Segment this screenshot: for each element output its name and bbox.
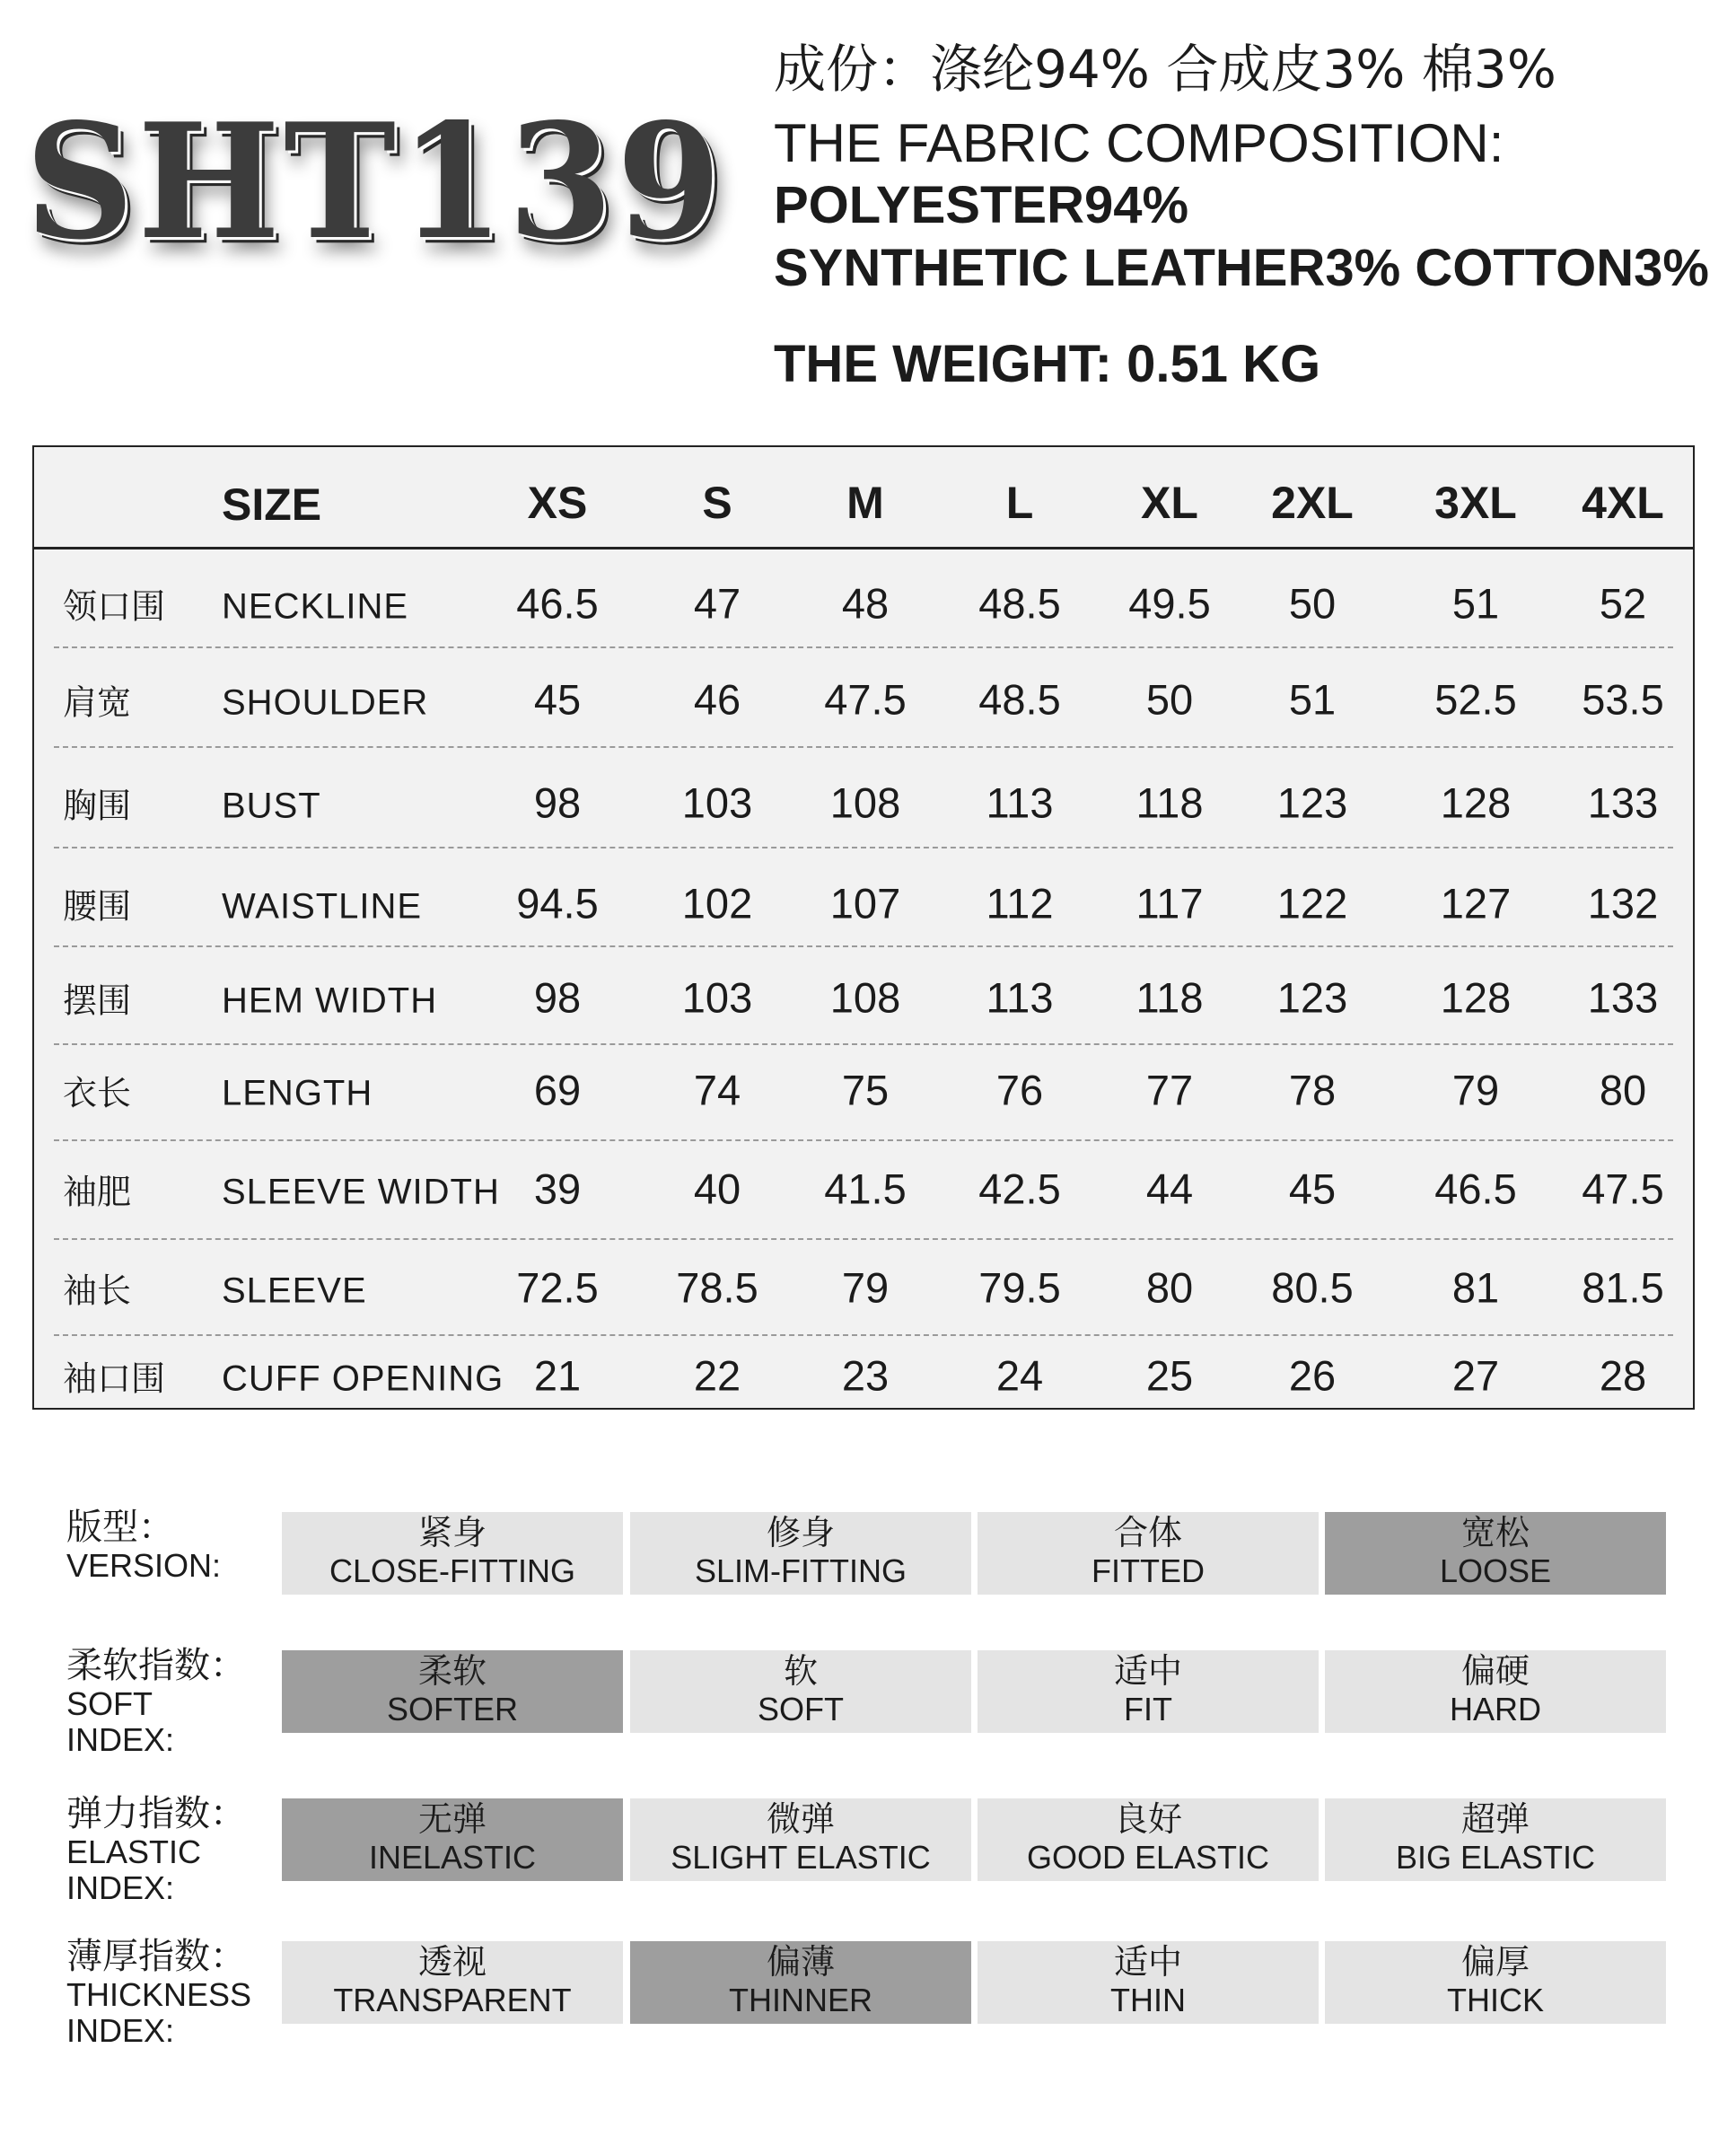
version-option-slim-fitting xyxy=(630,1512,971,1595)
table-cell: 103 xyxy=(681,778,753,827)
product-code-logo: SHT139 xyxy=(25,88,725,275)
table-cell: 81.5 xyxy=(1582,1263,1664,1312)
table-cell: 133 xyxy=(1587,973,1659,1022)
thickness-option-transparent xyxy=(282,1941,623,2024)
table-cell: 51 xyxy=(1451,579,1500,628)
table-cell: 40 xyxy=(693,1165,741,1213)
option-label-en: FITTED xyxy=(1092,1552,1205,1589)
option-label-en: SLIGHT ELASTIC xyxy=(671,1839,931,1876)
row-label-en: SLEEVE xyxy=(222,1270,367,1311)
row-divider xyxy=(54,847,1673,848)
table-cell: 108 xyxy=(829,778,901,827)
version-option-loose xyxy=(1325,1512,1666,1595)
composition-heading: THE FABRIC COMPOSITION: xyxy=(774,113,1504,173)
table-cell: 98 xyxy=(533,973,582,1022)
index-label-en: ELASTIC xyxy=(66,1833,202,1870)
option-label-en: BIG ELASTIC xyxy=(1395,1839,1596,1876)
row-divider xyxy=(54,1334,1673,1336)
option-label-en: THICK xyxy=(1447,1982,1544,2018)
soft-index-label xyxy=(66,1645,246,1758)
index-label-cn: 版型： xyxy=(66,1507,174,1548)
size-header-l: L xyxy=(1005,478,1034,528)
option-label-en: GOOD ELASTIC xyxy=(1026,1839,1270,1876)
elastic-option-good-elastic xyxy=(978,1798,1319,1881)
row-divider xyxy=(54,1043,1673,1045)
option-label-cn: 适中 xyxy=(1113,1942,1182,1982)
option-label-en: THIN xyxy=(1110,1982,1186,2018)
table-cell: 117 xyxy=(1135,879,1204,927)
size-header-2xl: 2XL xyxy=(1271,478,1354,528)
size-column-label: SIZE xyxy=(222,479,322,530)
option-label-cn: 柔软 xyxy=(417,1651,487,1691)
elastic-index-label xyxy=(66,1793,246,1906)
table-cell: 27 xyxy=(1451,1351,1500,1400)
version-option-fitted xyxy=(978,1512,1319,1595)
table-cell: 48 xyxy=(841,579,890,628)
table-cell: 128 xyxy=(1440,778,1512,827)
table-cell: 98 xyxy=(533,778,582,827)
size-header-xs: XS xyxy=(527,478,588,528)
table-cell: 108 xyxy=(829,973,901,1022)
size-header-m: M xyxy=(846,478,884,528)
table-cell: 123 xyxy=(1276,778,1348,827)
soft-option-soft xyxy=(630,1650,971,1733)
option-label-cn: 偏硬 xyxy=(1460,1651,1530,1691)
table-cell: 80 xyxy=(1145,1263,1194,1312)
table-cell: 103 xyxy=(681,973,753,1022)
row-label-en: SLEEVE WIDTH xyxy=(222,1172,500,1212)
option-label-cn: 微弹 xyxy=(766,1799,835,1839)
row-divider xyxy=(54,1238,1673,1240)
row-divider xyxy=(54,746,1673,748)
row-label-en: NECKLINE xyxy=(222,586,409,627)
table-cell: 118 xyxy=(1135,778,1204,827)
row-label-cn: 袖长 xyxy=(63,1270,132,1311)
option-label-en: FIT xyxy=(1124,1691,1172,1727)
thickness-option-thin xyxy=(978,1941,1319,2024)
table-cell: 94.5 xyxy=(516,879,599,927)
table-cell: 25 xyxy=(1145,1351,1194,1400)
table-cell: 81 xyxy=(1451,1263,1500,1312)
table-cell: 48.5 xyxy=(978,675,1061,724)
row-divider xyxy=(54,646,1673,648)
table-cell: 50 xyxy=(1145,675,1194,724)
table-cell: 28 xyxy=(1599,1351,1647,1400)
elastic-option-slight-elastic xyxy=(630,1798,971,1881)
table-cell: 79 xyxy=(1451,1066,1500,1114)
row-label-cn: 摆围 xyxy=(63,980,132,1021)
option-label-cn: 合体 xyxy=(1113,1513,1182,1552)
option-label-cn: 软 xyxy=(783,1651,818,1691)
option-label-cn: 良好 xyxy=(1113,1799,1182,1839)
table-cell: 77 xyxy=(1145,1066,1194,1114)
composition-line-1: POLYESTER94% xyxy=(774,176,1189,234)
table-cell: 78 xyxy=(1288,1066,1337,1114)
index-label-en: SOFT xyxy=(66,1685,153,1722)
index-label-en: THICKNESS xyxy=(66,1976,252,2013)
row-label-en: BUST xyxy=(222,786,321,826)
elastic-option-big-elastic xyxy=(1325,1798,1666,1881)
table-cell: 52 xyxy=(1599,579,1647,628)
size-chart-table xyxy=(32,445,1695,1410)
index-label-en-2: INDEX: xyxy=(66,1721,175,1758)
option-label-cn: 紧身 xyxy=(417,1513,487,1552)
table-cell: 24 xyxy=(995,1351,1044,1400)
row-divider xyxy=(54,945,1673,947)
table-cell: 46.5 xyxy=(1434,1165,1517,1213)
row-label-en: HEM WIDTH xyxy=(222,980,438,1021)
index-label-en-2: INDEX: xyxy=(66,2012,175,2049)
table-cell: 69 xyxy=(533,1066,582,1114)
table-cell: 49.5 xyxy=(1128,579,1211,628)
version-index-label xyxy=(66,1507,221,1584)
row-label-en: SHOULDER xyxy=(222,682,429,723)
table-cell: 75 xyxy=(841,1066,890,1114)
table-cell: 113 xyxy=(986,973,1054,1022)
option-label-en: SOFTER xyxy=(386,1691,518,1727)
option-label-cn: 偏厚 xyxy=(1460,1942,1530,1982)
row-label-cn: 腰围 xyxy=(63,886,132,927)
table-cell: 118 xyxy=(1135,973,1204,1022)
table-cell: 122 xyxy=(1276,879,1348,927)
table-cell: 52.5 xyxy=(1434,675,1517,724)
table-cell: 79.5 xyxy=(978,1263,1061,1312)
option-label-cn: 透视 xyxy=(417,1942,487,1982)
row-label-cn: 袖肥 xyxy=(63,1172,132,1212)
option-label-en: SOFT xyxy=(758,1691,844,1727)
option-label-en: HARD xyxy=(1449,1691,1541,1727)
soft-option-hard xyxy=(1325,1650,1666,1733)
size-header-xl: XL xyxy=(1141,478,1198,528)
table-cell: 112 xyxy=(986,879,1054,927)
option-label-cn: 修身 xyxy=(766,1513,835,1552)
index-label-en-2: INDEX: xyxy=(66,1869,175,1906)
size-header-3xl: 3XL xyxy=(1434,478,1517,528)
table-row-cuff-opening xyxy=(34,447,1693,1408)
composition-line-2: SYNTHETIC LEATHER3% COTTON3% xyxy=(774,239,1709,297)
weight-label: THE WEIGHT: 0.51 KG xyxy=(774,335,1321,393)
table-cell: 123 xyxy=(1276,973,1348,1022)
table-cell: 48.5 xyxy=(978,579,1061,628)
option-label-cn: 偏薄 xyxy=(766,1942,835,1982)
option-label-en: SLIM-FITTING xyxy=(695,1552,907,1589)
option-label-en: CLOSE-FITTING xyxy=(329,1552,575,1589)
option-label-cn: 无弹 xyxy=(417,1799,487,1839)
elastic-option-inelastic xyxy=(282,1798,623,1881)
option-label-cn: 宽松 xyxy=(1460,1513,1530,1552)
composition-cn: 成份：涤纶94% 合成皮3% 棉3% xyxy=(774,39,1556,100)
index-label-cn: 弹力指数： xyxy=(66,1793,246,1834)
index-label-en: VERSION: xyxy=(66,1547,222,1584)
table-cell: 76 xyxy=(995,1066,1044,1114)
table-cell: 53.5 xyxy=(1582,675,1664,724)
row-label-en: CUFF OPENING xyxy=(222,1358,504,1399)
table-cell: 46 xyxy=(693,675,741,724)
table-cell: 47 xyxy=(693,579,741,628)
table-cell: 74 xyxy=(693,1066,741,1114)
table-cell: 47.5 xyxy=(1582,1165,1664,1213)
table-cell: 23 xyxy=(841,1351,890,1400)
table-cell: 41.5 xyxy=(824,1165,907,1213)
table-cell: 26 xyxy=(1288,1351,1337,1400)
table-cell: 72.5 xyxy=(516,1263,599,1312)
index-label-cn: 薄厚指数： xyxy=(66,1936,246,1977)
table-cell: 45 xyxy=(533,675,582,724)
table-cell: 46.5 xyxy=(516,579,599,628)
table-cell: 127 xyxy=(1440,879,1512,927)
table-cell: 107 xyxy=(829,879,901,927)
table-cell: 128 xyxy=(1440,973,1512,1022)
table-cell: 80.5 xyxy=(1271,1263,1354,1312)
table-cell: 51 xyxy=(1288,675,1337,724)
soft-option-fit xyxy=(978,1650,1319,1733)
option-label-cn: 适中 xyxy=(1113,1651,1182,1691)
soft-option-softer xyxy=(282,1650,623,1733)
table-cell: 78.5 xyxy=(676,1263,758,1312)
table-cell: 21 xyxy=(533,1351,582,1400)
row-label-en: LENGTH xyxy=(222,1073,373,1113)
thickness-option-thinner xyxy=(630,1941,971,2024)
size-header-4xl: 4XL xyxy=(1582,478,1664,528)
table-cell: 132 xyxy=(1587,879,1659,927)
table-cell: 102 xyxy=(681,879,753,927)
row-label-cn: 胸围 xyxy=(63,786,132,826)
table-cell: 50 xyxy=(1288,579,1337,628)
size-header-s: S xyxy=(702,478,732,528)
table-cell: 42.5 xyxy=(978,1165,1061,1213)
table-cell: 133 xyxy=(1587,778,1659,827)
row-label-cn: 肩宽 xyxy=(63,682,132,723)
row-divider xyxy=(54,1139,1673,1141)
option-label-en: LOOSE xyxy=(1439,1552,1552,1589)
row-label-en: WAISTLINE xyxy=(222,886,423,927)
table-cell: 79 xyxy=(841,1263,890,1312)
thickness-index-label xyxy=(66,1936,251,2049)
index-label-cn: 柔软指数： xyxy=(66,1645,246,1686)
row-label-cn: 袖口围 xyxy=(63,1358,166,1399)
option-label-en: TRANSPARENT xyxy=(333,1982,572,2018)
option-label-en: THINNER xyxy=(729,1982,872,2018)
row-label-cn: 衣长 xyxy=(63,1073,132,1113)
table-cell: 80 xyxy=(1599,1066,1647,1114)
option-label-cn: 超弹 xyxy=(1460,1799,1530,1839)
thickness-option-thick xyxy=(1325,1941,1666,2024)
table-cell: 39 xyxy=(533,1165,582,1213)
row-label-cn: 领口围 xyxy=(63,586,166,627)
table-cell: 113 xyxy=(986,778,1054,827)
table-cell: 47.5 xyxy=(824,675,907,724)
option-label-en: INELASTIC xyxy=(368,1839,537,1876)
table-cell: 22 xyxy=(693,1351,741,1400)
table-cell: 44 xyxy=(1145,1165,1194,1213)
table-cell: 45 xyxy=(1288,1165,1337,1213)
version-option-close-fitting xyxy=(282,1512,623,1595)
